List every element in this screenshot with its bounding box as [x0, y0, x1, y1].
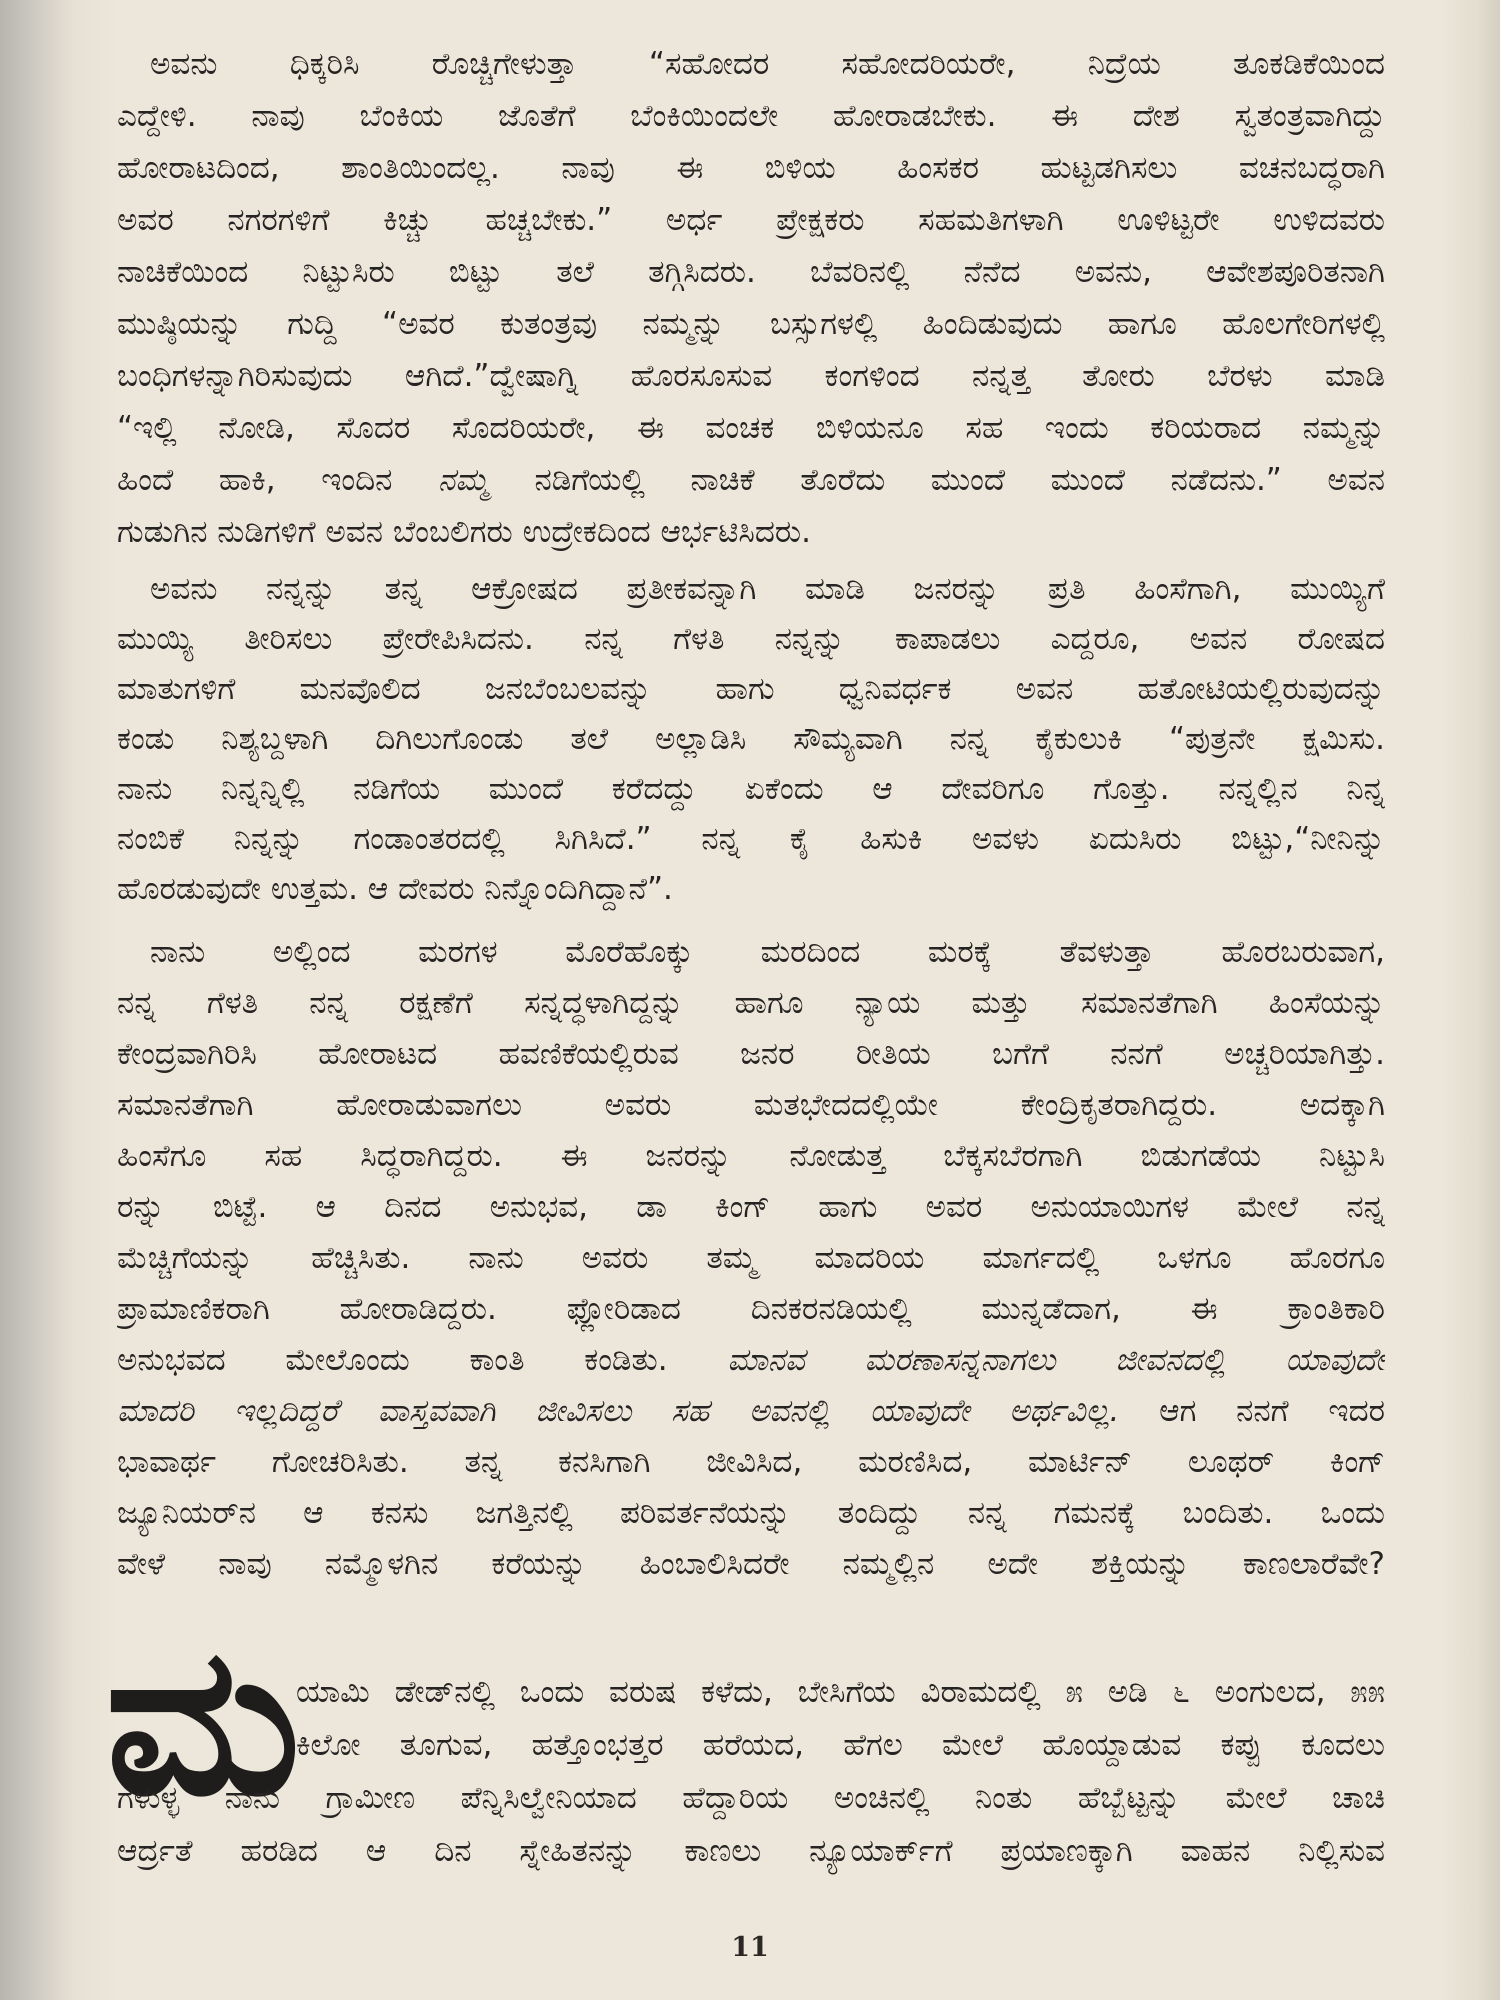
page-number: 11: [731, 1932, 769, 1963]
emphasis-text: ನಮ್ಮ: [437, 462, 489, 498]
text-line: ಮಾತುಗಳಿಗೆ ಮನವೊಲಿದ ಜನಬೆಂಬಲವನ್ನು ಹಾಗು ಧ್ವನಿವರ್ಧಕ ಅವನ ಹತೋಟಿಯಲ್ಲಿರುವುದನ್ನು: [117, 671, 1385, 707]
text-line: ಪ್ರಾಮಾಣಿಕರಾಗಿ ಹೋರಾಡಿದ್ದರು. ಫ್ಲೋರಿಡಾದ ದಿನಕರನಡಿಯಲ್ಲಿ ಮುನ್ನಡೆದಾಗ, ಈ ಕ್ರಾಂತಿಕಾರಿ: [117, 1291, 1385, 1327]
text-line: ನಾಚಿಕೆಯಿಂದ ನಿಟ್ಟುಸಿರು ಬಿಟ್ಟು ತಲೆ ತಗ್ಗಿಸಿದರು. ಬೆವರಿನಲ್ಲಿ ನೆನೆದ ಅವನು, ಆವೇಶಪೂರಿತನಾಗಿ: [117, 254, 1385, 290]
text-line: ನಾನು ಅಲ್ಲಿಂದ ಮರಗಳ ಮೊರೆಹೊಕ್ಕು ಮರದಿಂದ ಮರಕ್ಕೆ ತೆವಳುತ್ತಾ ಹೊರಬರುವಾಗ,: [150, 934, 1385, 970]
emphasis-text: ಮಾನವ ಮರಣಾಸನ್ನನಾಗಲು ಜೀವನದಲ್ಲಿ ಯಾವುದೇ: [727, 1342, 1385, 1378]
text-line: ನಂಬಿಕೆ ನಿನ್ನನ್ನು ಗಂಡಾಂತರದಲ್ಲಿ ಸಿಗಿಸಿದೆ.” ನನ್ನ ಕೈ ಹಿಸುಕಿ ಅವಳು ಏದುಸಿರು ಬಿಟ್ಟು,“ನೀನಿನ್ನು: [117, 821, 1385, 857]
text-line: ಗುಡುಗಿನ ನುಡಿಗಳಿಗೆ ಅವನ ಬೆಂಬಲಿಗರು ಉದ್ರೇಕದಿಂದ ಆರ್ಭಟಿಸಿದರು.: [117, 514, 812, 550]
paragraph: [117, 564, 1385, 914]
emphasis-text: ಮಾದರಿ ಇಲ್ಲದಿದ್ದರೆ ವಾಸ್ತವವಾಗಿ ಜೀವಿಸಲು ಸಹ ಅವನಲ್ಲಿ ಯಾವುದೇ ಅರ್ಥವಿಲ್ಲ.: [117, 1393, 1120, 1429]
paragraph: [117, 927, 1385, 1590]
text-line: ಅವನು ನನ್ನನ್ನು ತನ್ನ ಆಕ್ರೋಷದ ಪ್ರತೀಕವನ್ನಾಗಿ ಮಾಡಿ ಜನರನ್ನು ಪ್ರತಿ ಹಿಂಸೆಗಾಗಿ, ಮುಯ್ಯಿಗೆ: [150, 571, 1385, 607]
text-line: ಕಿಲೋ ತೂಗುವ, ಹತ್ತೊಂಭತ್ತರ ಹರೆಯದ, ಹೆಗಲ ಮೇಲೆ ಹೊಯ್ದಾಡುವ ಕಪ್ಪು ಕೂದಲು: [296, 1727, 1385, 1763]
text-line: ಜ್ಯೂನಿಯರ್‌ನ ಆ ಕನಸು ಜಗತ್ತಿನಲ್ಲಿ ಪರಿವರ್ತನೆಯನ್ನು ತಂದಿದ್ದು ನನ್ನ ಗಮನಕ್ಕೆ ಬಂದಿತು. ಒಂದು: [117, 1495, 1385, 1531]
text-line: ನನ್ನ ಗೆಳತಿ ನನ್ನ ರಕ್ಷಣೆಗೆ ಸನ್ನದ್ಧಳಾಗಿದ್ದನ್ನು ಹಾಗೂ ನ್ಯಾಯ ಮತ್ತು ಸಮಾನತೆಗಾಗಿ ಹಿಂಸೆಯನ್ನು: [117, 985, 1385, 1021]
text-line: ಸಮಾನತೆಗಾಗಿ ಹೋರಾಡುವಾಗಲು ಅವರು ಮತಭೇದದಲ್ಲಿಯೇ ಕೇಂದ್ರಿಕೃತರಾಗಿದ್ದರು. ಅದಕ್ಕಾಗಿ: [117, 1087, 1385, 1123]
drop-cap-letter: ಮ: [105, 1601, 301, 1841]
text-segment: ನಡಿಗೆಯಲ್ಲಿ ನಾಚಿಕೆ ತೊರೆದು ಮುಂದೆ ಮುಂದೆ ನಡೆದನು.” ಅವನ: [488, 462, 1385, 498]
text-line: ಕೇಂದ್ರವಾಗಿರಿಸಿ ಹೋರಾಟದ ಹವಣಿಕೆಯಲ್ಲಿರುವ ಜನರ ರೀತಿಯ ಬಗೆಗೆ ನನಗೆ ಅಚ್ಚರಿಯಾಗಿತ್ತು.: [117, 1036, 1385, 1072]
text-line: [117, 1386, 1385, 1437]
text-line: ಅವರ ನಗರಗಳಿಗೆ ಕಿಚ್ಚು ಹಚ್ಚಬೇಕು.” ಅರ್ಧ ಪ್ರೇಕ್ಷಕರು ಸಹಮತಿಗಳಾಗಿ ಊಳಿಟ್ಟರೇ ಉಳಿದವರು: [117, 202, 1385, 238]
text-segment: ಅನುಭವದ ಮೇಲೊಂದು ಕಾಂತಿ ಕಂಡಿತು.: [117, 1342, 728, 1378]
text-line: ನಾನು ನಿನ್ನನ್ನಿಲ್ಲಿ ನಡಿಗೆಯ ಮುಂದೆ ಕರೆದದ್ದು ಏಕೆಂದು ಆ ದೇವರಿಗೂ ಗೊತ್ತು. ನನ್ನಲ್ಲಿನ ನಿನ್ನ: [117, 771, 1385, 807]
text-line: ವೇಳೆ ನಾವು ನಮ್ಮೊಳಗಿನ ಕರೆಯನ್ನು ಹಿಂಬಾಲಿಸಿದರೇ ನಮ್ಮಲ್ಲಿನ ಅದೇ ಶಕ್ತಿಯನ್ನು ಕಾಣಲಾರೆವೇ?: [117, 1546, 1385, 1582]
text-line: ಮುಯ್ಯಿ ತೀರಿಸಲು ಪ್ರೇರೇಪಿಸಿದನು. ನನ್ನ ಗೆಳತಿ ನನ್ನನ್ನು ಕಾಪಾಡಲು ಎದ್ದರೂ, ಅವನ ರೋಷದ: [117, 621, 1385, 657]
text-line: ಎದ್ದೇಳಿ. ನಾವು ಬೆಂಕಿಯ ಜೊತೆಗೆ ಬೆಂಕಿಯಿಂದಲೇ ಹೋರಾಡಬೇಕು. ಈ ದೇಶ ಸ್ವತಂತ್ರವಾಗಿದ್ದು: [117, 98, 1385, 134]
text-line: ಭಾವಾರ್ಥ ಗೋಚರಿಸಿತು. ತನ್ನ ಕನಸಿಗಾಗಿ ಜೀವಿಸಿದ, ಮರಣಿಸಿದ, ಮಾರ್ಟಿನ್ ಲೂಥರ್ ಕಿಂಗ್: [117, 1444, 1385, 1480]
text-segment: ಆಗ ನನಗೆ ಇದರ: [1119, 1393, 1385, 1429]
text-line: ಮುಷ್ಠಿಯನ್ನು ಗುದ್ದಿ “ಅವರ ಕುತಂತ್ರವು ನಮ್ಮನ್ನು ಬಸ್ಸುಗಳಲ್ಲಿ ಹಿಂದಿಡುವುದು ಹಾಗೂ ಹೊಲಗೇರಿಗಳಲ್ಲಿ: [117, 306, 1385, 342]
text-line: ಕಂಡು ನಿಶ್ಯಬ್ದಳಾಗಿ ದಿಗಿಲುಗೊಂಡು ತಲೆ ಅಲ್ಲಾಡಿಸಿ ಸೌಮ್ಯವಾಗಿ ನನ್ನ ಕೈಕುಲುಕಿ “ಪುತ್ರನೇ ಕ್ಷಮಿಸು.: [117, 721, 1385, 757]
text-line: [117, 1335, 1385, 1386]
text-line: ಯಾಮಿ ಡೇಡ್‌ನಲ್ಲಿ ಒಂದು ವರುಷ ಕಳೆದು, ಬೇಸಿಗೆಯ ವಿರಾಮದಲ್ಲಿ ೫ ಅಡಿ ೬ ಅಂಗುಲದ, ೫೫: [296, 1674, 1385, 1710]
paragraph: [117, 1666, 1385, 1878]
text-line: “ಇಲ್ಲಿ ನೋಡಿ, ಸೊದರ ಸೊದರಿಯರೇ, ಈ ವಂಚಕ ಬಿಳಿಯನೂ ಸಹ ಇಂದು ಕರಿಯರಾದ ನಮ್ಮನ್ನು: [117, 410, 1385, 446]
text-line: ಬಂಧಿಗಳನ್ನಾಗಿರಿಸುವುದು ಆಗಿದೆ.”ದ್ವೇಷಾಗ್ನಿ ಹೊರಸೂಸುವ ಕಂಗಳಿಂದ ನನ್ನತ್ತ ತೋರು ಬೆರಳು ಮಾಡಿ: [117, 358, 1385, 394]
text-line: ಮೆಚ್ಚಿಗೆಯನ್ನು ಹೆಚ್ಚಿಸಿತು. ನಾನು ಅವರು ತಮ್ಮ ಮಾದರಿಯ ಮಾರ್ಗದಲ್ಲಿ ಒಳಗೂ ಹೊರಗೂ: [117, 1240, 1385, 1276]
text-line: ಹೋರಾಟದಿಂದ, ಶಾಂತಿಯಿಂದಲ್ಲ. ನಾವು ಈ ಬಿಳಿಯ ಹಿಂಸಕರ ಹುಟ್ಟಡಗಿಸಲು ವಚನಬದ್ಧರಾಗಿ: [117, 150, 1385, 186]
text-segment: ಹಿಂದೆ ಹಾಕಿ, ಇಂದಿನ: [117, 462, 438, 498]
text-line: ರನ್ನು ಬಿಟ್ಟೆ. ಆ ದಿನದ ಅನುಭವ, ಡಾ ಕಿಂಗ್ ಹಾಗು ಅವರ ಅನುಯಾಯಿಗಳ ಮೇಲೆ ನನ್ನ: [117, 1189, 1385, 1225]
text-line: ಅವನು ಧಿಕ್ಕರಿಸಿ ರೊಚ್ಚಿಗೇಳುತ್ತಾ “ಸಹೋದರ ಸಹೋದರಿಯರೇ, ನಿದ್ರೆಯ ತೂಕಡಿಕೆಯಿಂದ: [150, 46, 1385, 82]
paragraph: [117, 38, 1385, 558]
text-line: ಹಿಂಸೆಗೂ ಸಹ ಸಿದ್ಧರಾಗಿದ್ದರು. ಈ ಜನರನ್ನು ನೋಡುತ್ತ ಬೆಕ್ಕಸಬೆರಗಾಗಿ ಬಿಡುಗಡೆಯ ನಿಟ್ಟುಸಿ: [117, 1138, 1385, 1174]
text-line: ಹೊರಡುವುದೇ ಉತ್ತಮ. ಆ ದೇವರು ನಿನ್ನೊಂದಿಗಿದ್ದಾನೆ”.: [117, 871, 673, 907]
text-line: ಆರ್ದ್ರತೆ ಹರಡಿದ ಆ ದಿನ ಸ್ನೇಹಿತನನ್ನು ಕಾಣಲು ನ್ಯೂಯಾರ್ಕ್‌ಗೆ ಪ್ರಯಾಣಕ್ಕಾಗಿ ವಾಹನ ನಿಲ್ಲಿಸುವ: [117, 1833, 1385, 1869]
text-line: ಗಳುಳ್ಳ ನಾನು ಗ್ರಾಮೀಣ ಪೆನ್ನಿಸಿಲ್ವೇನಿಯಾದ ಹೆದ್ದಾರಿಯ ಅಂಚಿನಲ್ಲಿ ನಿಂತು ಹೆಬ್ಬೆಟ್ಟನ್ನು ಮೇಲೆ ಚಾಚಿ: [117, 1780, 1385, 1816]
text-line: [117, 454, 1385, 506]
